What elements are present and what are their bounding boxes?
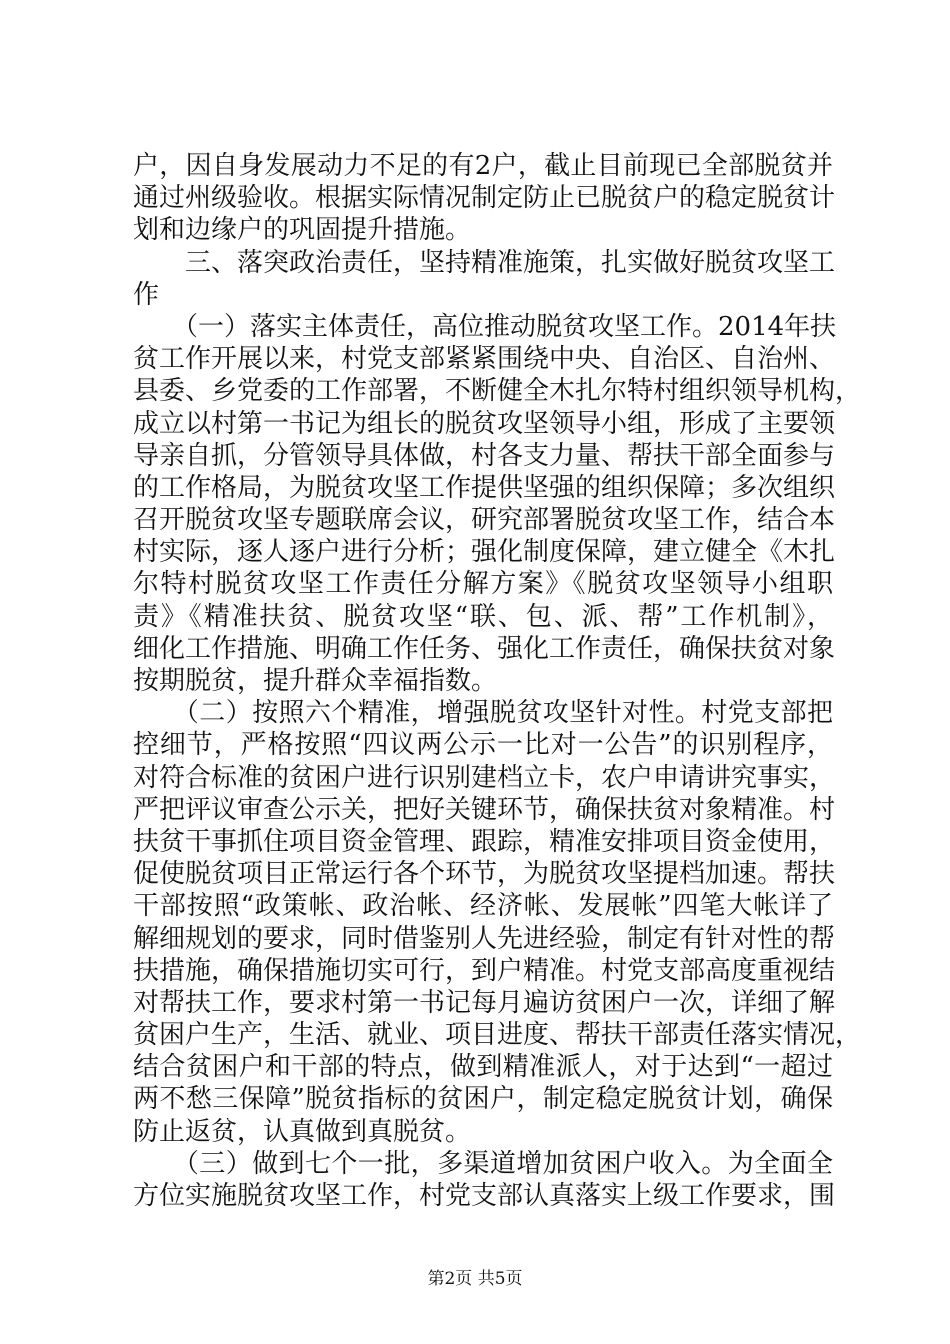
text-line: 扶措施，确保措施切实可行，到户精准。村党支部高度重视结 bbox=[133, 955, 836, 986]
text-line: 结合贫困户和干部的特点，做到精准派人，对于达到“一超过 bbox=[133, 1052, 833, 1083]
text-line: 方位实施脱贫攻坚工作，村党支部认真落实上级工作要求，围 bbox=[133, 1181, 836, 1211]
text-line: 的工作格局，为脱贫攻坚工作提供坚强的组织保障；多次组织 bbox=[133, 472, 836, 503]
text-line: 贫工作开展以来，村党支部紧紧围绕中央、自治区、自治州、 bbox=[133, 344, 836, 375]
text-line: 解细规划的要求，同时借鉴别人先进经验，制定有针对性的帮 bbox=[133, 923, 836, 954]
body-text bbox=[133, 150, 862, 1212]
text-line: 导亲自抓，分管领导具体做，村各支力量、帮扶干部全面参与 bbox=[133, 440, 836, 471]
text-line: 防止返贫，认真做到真脱贫。 bbox=[133, 1116, 472, 1147]
text-line: 对符合标准的贫困户进行识别建档立卡，农户申请讲究事实， bbox=[133, 762, 836, 793]
text-line: 作 bbox=[133, 279, 160, 310]
text-line: 对帮扶工作，要求村第一书记每月遍访贫困户一次，详细了解 bbox=[133, 987, 836, 1018]
text-line: 控细节，严格按照“四议两公示一比对一公告”的识别程序， bbox=[133, 730, 833, 761]
text-line: 严把评议审查公示关，把好关键环节，确保扶贫对象精准。村 bbox=[133, 794, 836, 825]
text-line: 成立以村第一书记为组长的脱贫攻坚领导小组，形成了主要领 bbox=[133, 408, 836, 439]
text-line: 三、落突政治责任，坚持精准施策，扎实做好脱贫攻坚工 bbox=[133, 247, 836, 278]
text-line: 县委、乡党委的工作部署，不断健全木扎尔特村组织领导机构， bbox=[133, 376, 862, 407]
text-line: 贫困户生产，生活、就业、项目进度、帮扶干部责任落实情况， bbox=[133, 1020, 862, 1051]
text-line: 尔特村脱贫攻坚工作责任分解方案》《脱贫攻坚领导小组职 bbox=[133, 569, 833, 600]
text-line: 按期脱贫，提升群众幸福指数。 bbox=[133, 666, 498, 696]
text-line: 通过州级验收。根据实际情况制定防止已脱贫户的稳定脱贫计 bbox=[133, 183, 836, 214]
text-line: （二）按照六个精准，增强脱贫攻坚针对性。村党支部把 bbox=[133, 698, 833, 729]
text-line: 干部按照“政策帐、政治帐、经济帐、发展帐”四笔大帐详了 bbox=[133, 891, 833, 922]
text-line: 责》《精准扶贫、脱贫攻坚“联、包、派、帮”工作机制》， bbox=[133, 601, 833, 632]
text-line: 促使脱贫项目正常运行各个环节，为脱贫攻坚提档加速。帮扶 bbox=[133, 859, 836, 890]
text-line: （一）落实主体责任，高位推动脱贫攻坚工作。2014年扶 bbox=[133, 311, 837, 342]
page-footer: 第2页 共5页 bbox=[427, 1269, 523, 1289]
text-line: 扶贫干事抓住项目资金管理、跟踪，精准安排项目资金使用， bbox=[133, 826, 836, 857]
text-line: 细化工作措施、明确工作任务、强化工作责任，确保扶贫对象 bbox=[133, 633, 836, 664]
text-line: 两不愁三保障”脱贫指标的贫困户，制定稳定脱贫计划，确保 bbox=[133, 1084, 833, 1115]
text-line: 户，因自身发展动力不足的有2户，截止目前现已全部脱贫并 bbox=[133, 151, 833, 181]
text-line: 召开脱贫攻坚专题联席会议，研究部署脱贫攻坚工作，结合本 bbox=[133, 505, 836, 536]
text-line: 村实际，逐人逐户进行分析；强化制度保障，建立健全《木扎 bbox=[133, 537, 836, 568]
text-line: （三）做到七个一批，多渠道增加贫困户收入。为全面全 bbox=[133, 1148, 833, 1179]
text-line: 划和边缘户的巩固提升措施。 bbox=[133, 215, 472, 246]
